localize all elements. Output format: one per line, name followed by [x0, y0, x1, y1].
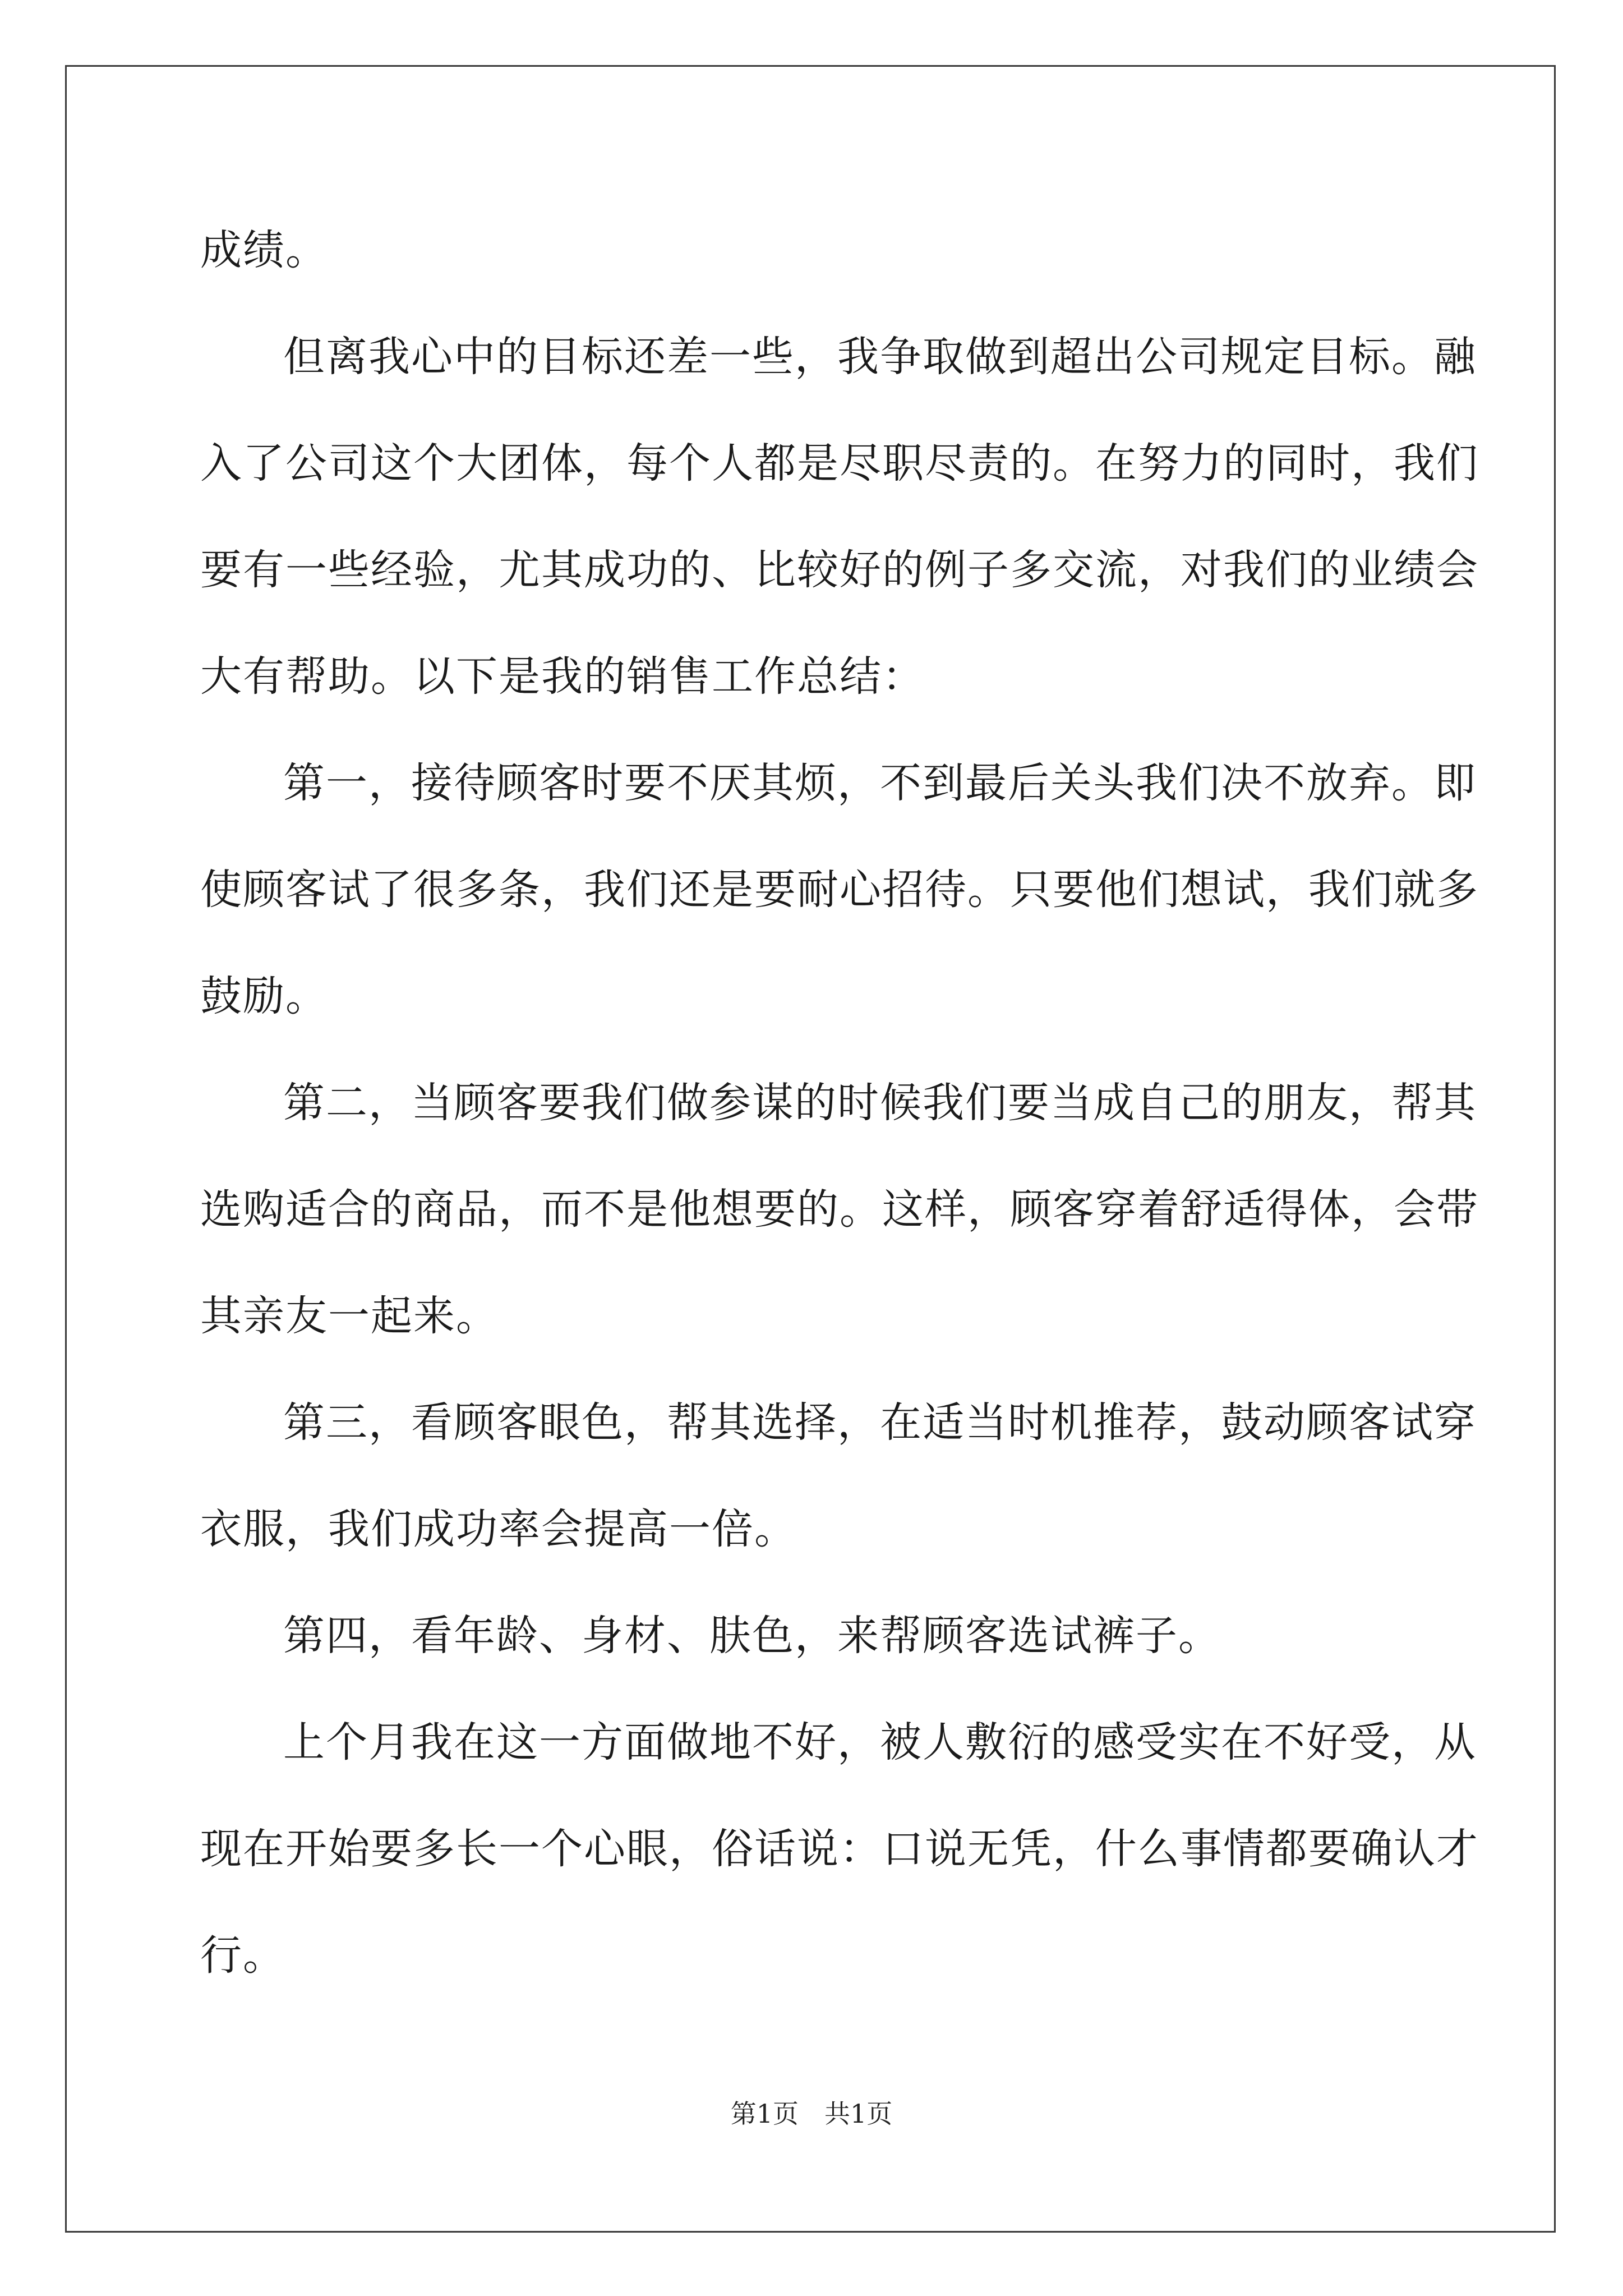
text-line: 上个月我在这一方面做地不好，被人敷衍的感受实在不好受，从	[283, 1718, 1477, 1766]
text-line: 第二，当顾客要我们做参谋的时候我们要当成自己的朋友，帮其	[283, 1079, 1477, 1127]
document-body	[200, 213, 1479, 2025]
text-line: 鼓励。	[200, 972, 328, 1020]
text-line: 大有帮助。以下是我的销售工作总结：	[200, 652, 925, 701]
text-line: 现在开始要多长一个心眼，俗话说：口说无凭，什么事情都要确认才	[200, 1825, 1479, 1873]
text-line: 其亲友一起来。	[200, 1292, 499, 1340]
text-line: 选购适合的商品，而不是他想要的。这样，顾客穿着舒适得体，会带	[200, 1185, 1479, 1234]
text-line: 成绩。	[200, 226, 328, 274]
text-line: 使顾客试了很多条，我们还是要耐心招待。只要他们想试，我们就多	[200, 866, 1479, 914]
text-line: 第三，看顾客眼色，帮其选择，在适当时机推荐，鼓动顾客试穿	[283, 1398, 1477, 1447]
text-line: 但离我心中的目标还差一些，我争取做到超出公司规定目标。融	[283, 333, 1477, 381]
text-line: 衣服，我们成功率会提高一倍。	[200, 1505, 797, 1553]
text-line: 入了公司这个大团体，每个人都是尽职尽责的。在努力的同时，我们	[200, 439, 1479, 487]
text-line: 第一，接待顾客时要不厌其烦，不到最后关头我们决不放弃。即	[283, 759, 1477, 807]
text-line: 第四，看年龄、身材、肤色，来帮顾客选试裤子。	[283, 1612, 1221, 1660]
text-line: 行。	[200, 1931, 285, 1980]
text-line: 要有一些经验，尤其成功的、比较好的例子多交流，对我们的业绩会	[200, 546, 1479, 594]
page-footer: 第1页 共1页	[730, 2099, 893, 2129]
